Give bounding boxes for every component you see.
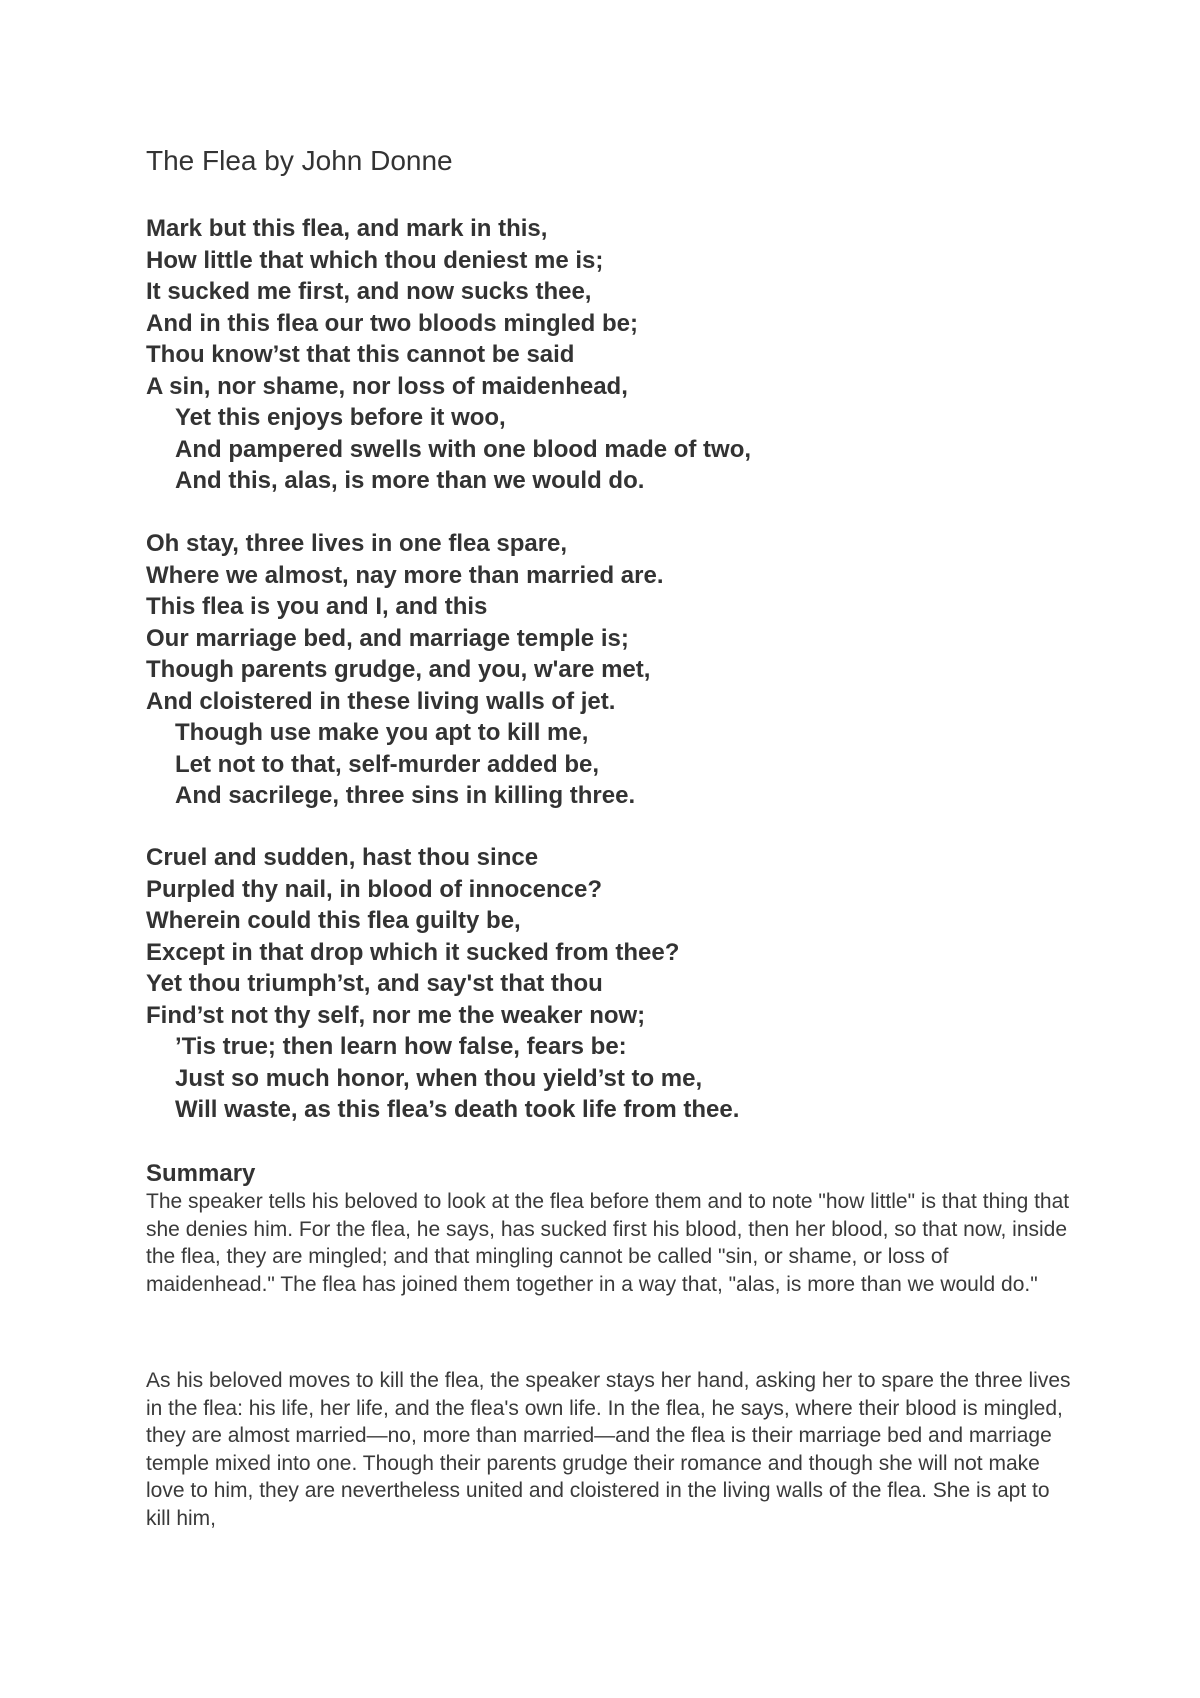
poem-line: Yet thou triumph’st, and say'st that thou	[146, 970, 603, 997]
poem-line-indented: And this, alas, is more than we would do.	[175, 467, 645, 494]
poem-line: Thou know’st that this cannot be said	[146, 341, 575, 368]
poem-line: This flea is you and I, and this	[146, 593, 488, 620]
stanza-1	[146, 213, 751, 497]
poem-line: Though parents grudge, and you, w'are met,	[146, 656, 651, 683]
poem-line: Oh stay, three lives in one flea spare,	[146, 530, 568, 557]
document-title: The Flea by John Donne	[146, 145, 453, 176]
poem-line: Cruel and sudden, hast thou since	[146, 844, 539, 871]
poem-line: And cloistered in these living walls of jet.	[146, 687, 616, 715]
poem-line-indented: Just so much honor, when thou yield’st to me,	[175, 1064, 703, 1092]
poem-line: How little that which thou deniest me is;	[146, 246, 604, 274]
stanza-2	[146, 528, 664, 812]
poem-line: It sucked me first, and now sucks thee,	[146, 278, 592, 305]
poem-line: Our marriage bed, and marriage temple is;	[146, 624, 629, 652]
poem-line: A sin, nor shame, nor loss of maidenhead,	[146, 372, 628, 400]
poem-line-indented: And pampered swells with one blood made of two,	[175, 435, 752, 463]
poem-line: And in this flea our two bloods mingled be;	[146, 309, 638, 337]
poem-line: Where we almost, nay more than married are.	[146, 561, 664, 589]
poem-line: Mark but this flea, and mark in this,	[146, 215, 548, 242]
poem-line-indented: Will waste, as this flea’s death took life from thee.	[175, 1096, 740, 1123]
poem-line-indented: Yet this enjoys before it woo,	[175, 404, 506, 431]
poem-line-indented: ’Tis true; then learn how false, fears be:	[175, 1033, 627, 1060]
poem-line-indented: Though use make you apt to kill me,	[175, 719, 589, 746]
summary-heading: Summary	[146, 1160, 256, 1187]
poem-line-indented: Let not to that, self-murder added be,	[175, 750, 600, 778]
poem-line: Purpled thy nail, in blood of innocence?	[146, 875, 603, 903]
summary-paragraph: The speaker tells his beloved to look at the flea before them and to note "how little" is that thing that she denies him. For the flea, he says, has sucked first his blood, then her blood, so that now, inside the flea, they are mingled; and that mingling cannot be called "sin, or shame, or loss of maidenhead." The flea has joined them together in a way that, "alas, is more than we would do."	[146, 1190, 1070, 1296]
poem-line: Except in that drop which it sucked from thee?	[146, 938, 680, 966]
poem-line: Wherein could this flea guilty be,	[146, 907, 521, 934]
summary-paragraph: As his beloved moves to kill the flea, the speaker stays her hand, asking her to spare the three lives in the flea: his life, her life, and the flea's own life. In the flea, he says, where their blood is mingled, they are almost married—no, more than married—and the flea is their marriage bed and marriage temple mixed into one. Though their parents grudge their romance and though she will not make love to him, they are nevertheless united and cloistered in the living walls of the flea. She is apt to kill him,	[146, 1369, 1071, 1530]
poem-line: Find’st not thy self, nor me the weaker now;	[146, 1001, 646, 1029]
stanza-3	[146, 842, 739, 1126]
poem-line-indented: And sacrilege, three sins in killing three.	[175, 782, 636, 809]
